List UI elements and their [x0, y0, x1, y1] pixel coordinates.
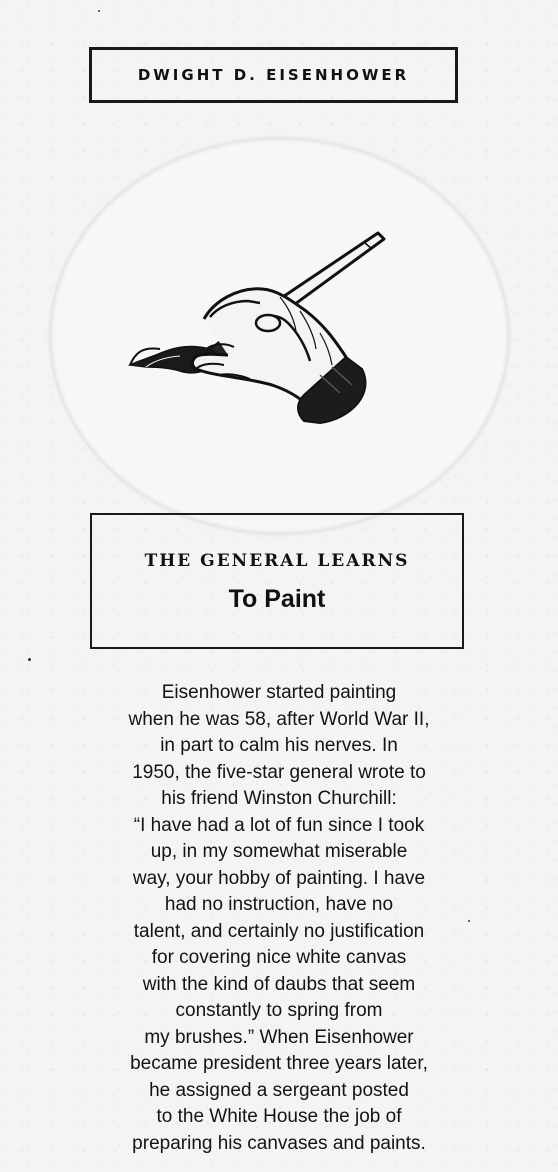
- article-line: for covering nice white canvas: [151, 947, 407, 968]
- article-line: he assigned a sergeant posted: [149, 1079, 409, 1101]
- article-line: preparing his canvases and paints.: [132, 1132, 426, 1154]
- article-line: in part to calm his nerves. In: [160, 735, 398, 756]
- article-line: his friend Winston Churchill:: [161, 788, 397, 809]
- article-line: became president three years later,: [130, 1053, 428, 1074]
- article-line: my brushes.” When Eisenhower: [144, 1026, 414, 1048]
- article-line: with the kind of daubs that seem: [142, 973, 416, 995]
- article-line: had no instruction, have no: [164, 894, 394, 915]
- print-speck: [28, 658, 31, 661]
- article-line: 1950, the five-star general wrote to: [132, 761, 426, 783]
- print-speck: [468, 920, 470, 922]
- name-label: DWIGHT D. EISENHOWER: [137, 66, 410, 84]
- article-line: when he was 58, after World War II,: [128, 708, 430, 730]
- article-line: talent, and certainly no justification: [133, 920, 425, 942]
- headline: To Paint: [228, 585, 326, 613]
- hand-holding-paintbrush-icon: [110, 215, 390, 455]
- article-body: [60, 680, 498, 1157]
- article-line: “I have had a lot of fun since I took: [133, 814, 425, 836]
- print-speck: [98, 10, 100, 12]
- article-line: up, in my somewhat miserable: [150, 841, 408, 862]
- name-label-box: [89, 47, 458, 103]
- article-line: constantly to spring from: [175, 1000, 383, 1021]
- kicker-heading: THE GENERAL LEARNS: [144, 551, 410, 571]
- article-line: to the White House the job of: [156, 1106, 402, 1127]
- title-box: [90, 513, 464, 649]
- article-line: Eisenhower started painting: [161, 682, 397, 703]
- article-line: way, your hobby of painting. I have: [132, 867, 426, 889]
